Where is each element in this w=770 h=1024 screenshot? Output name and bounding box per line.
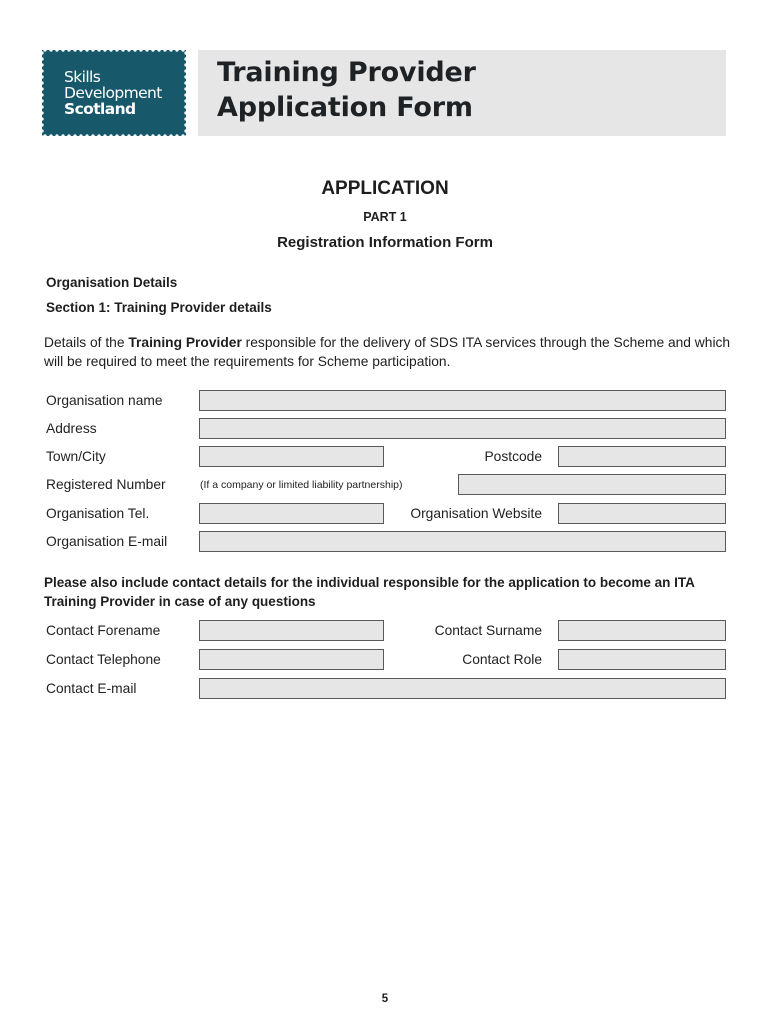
town-field[interactable]	[199, 446, 384, 467]
address-field[interactable]	[199, 418, 726, 439]
contact-telephone-field[interactable]	[199, 649, 384, 670]
contact-role-label: Contact Role	[462, 652, 542, 667]
contact-forename-label: Contact Forename	[46, 623, 161, 638]
section-1-heading: Section 1: Training Provider details	[46, 300, 272, 315]
org-website-field[interactable]	[558, 503, 726, 524]
organisation-details-heading: Organisation Details	[46, 275, 178, 290]
form-title-banner	[198, 50, 726, 136]
reg-number-note: (If a company or limited liability partnership)	[200, 479, 403, 491]
postcode-label: Postcode	[484, 449, 542, 464]
part-heading: PART 1	[363, 210, 407, 224]
registration-heading: Registration Information Form	[277, 234, 493, 251]
contact-surname-field[interactable]	[558, 620, 726, 641]
address-label: Address	[46, 421, 97, 436]
reg-number-field[interactable]	[458, 474, 726, 495]
form-title-line1: Training Provider	[217, 57, 476, 88]
contact-telephone-label: Contact Telephone	[46, 652, 161, 667]
application-heading: APPLICATION	[321, 178, 449, 199]
form-title-line2: Application Form	[217, 92, 473, 123]
contact-surname-label: Contact Surname	[434, 623, 542, 638]
org-website-label: Organisation Website	[410, 506, 542, 521]
postcode-field[interactable]	[558, 446, 726, 467]
logo-text: Skills Development Scotland	[64, 68, 162, 118]
org-name-label: Organisation name	[46, 393, 163, 408]
org-email-field[interactable]	[199, 531, 726, 552]
org-tel-field[interactable]	[199, 503, 384, 524]
org-name-field[interactable]	[199, 390, 726, 411]
contact-intro: Please also include contact details for the individual responsible for the application to become an ITA Training Provider in case of any questions	[44, 575, 695, 609]
contact-role-field[interactable]	[558, 649, 726, 670]
section-intro: Details of the Training Provider responsible for the delivery of SDS ITA services through the Scheme and which will be required to meet the requirements for Scheme participation.	[44, 335, 731, 369]
org-email-label: Organisation E-mail	[46, 534, 168, 549]
page-number: 5	[381, 993, 389, 1005]
org-tel-label: Organisation Tel.	[46, 506, 150, 521]
contact-forename-field[interactable]	[199, 620, 384, 641]
contact-email-label: Contact E-mail	[46, 681, 137, 696]
sds-logo	[42, 50, 186, 136]
town-label: Town/City	[46, 449, 106, 464]
contact-email-field[interactable]	[199, 678, 726, 699]
reg-number-label: Registered Number	[46, 477, 166, 492]
